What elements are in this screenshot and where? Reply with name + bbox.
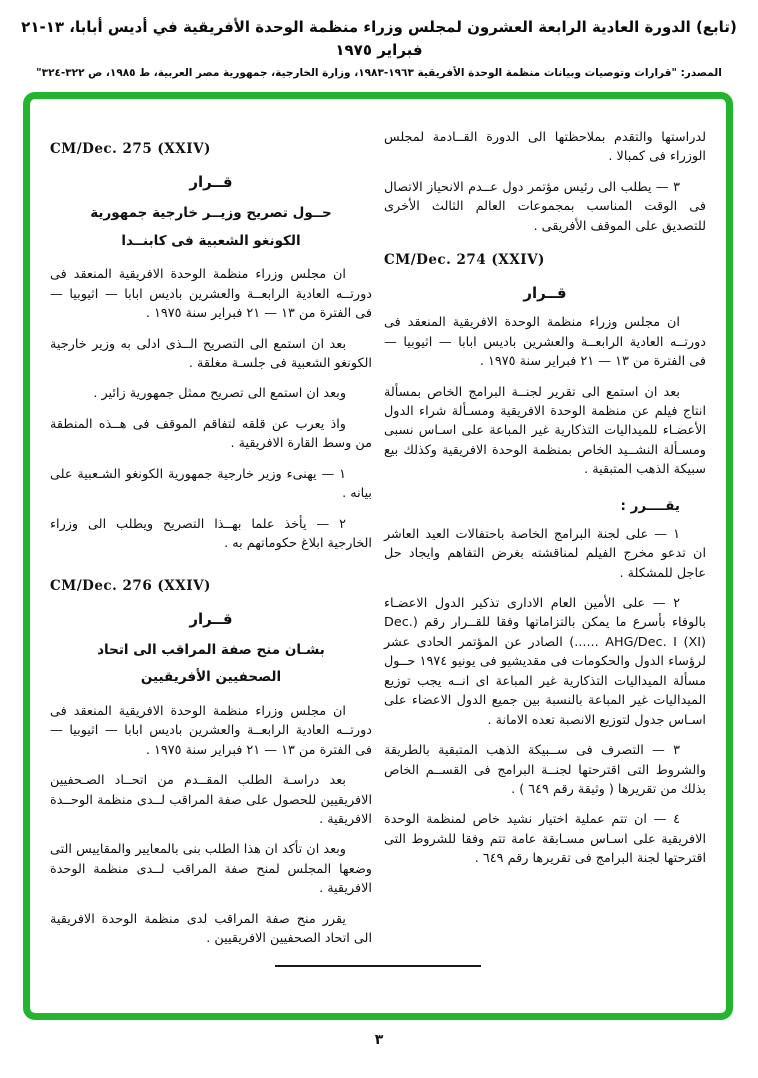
- resolution-274-item-1: ١ — على لجنة البرامج الخاصة باحتفالات العيد العاشر ان تدعو مخرج الفيلم لمناقشته بغرض التفاهم وايجاد حل عاجل للمشكلة .: [384, 526, 706, 581]
- carryover-item-3: ٣ — يطلب الى رئيس مؤتمر دول عــدم الانحياز الاتصال فى الوقت المناسب بمجموعات العالم الثالث الأخرى للتصديق على الموقف الأفريقى .: [384, 179, 706, 234]
- resolution-274-item-3: ٣ — التصرف فى ســبيكة الذهب المتبقية بالطريقة والشروط التى اقترحتها لجنــة البرامج فى القســم الخاص بذلك من تقريرها ( وثيقة رقم ٦٤٩ ) .: [384, 743, 706, 797]
- resolution-276-subtitle-2: الصحفيين الأفريقيين: [140, 669, 282, 686]
- page-header: [0, 0, 758, 79]
- resolution-276-subtitle-1: بشـان منح صفة المراقب الى اتحاد: [97, 641, 325, 658]
- resolution-274-title: قــرار: [523, 284, 567, 303]
- resolution-275-item-2: ٢ — يأخذ علما بهــذا التصريح ويطلب الى وزراء الخارجية ابلاغ حكوماتهم به .: [50, 516, 372, 552]
- end-of-text-divider: [275, 965, 481, 967]
- doc-ref-cm-dec-274: CM/Dec. 274 (XXIV): [384, 252, 545, 269]
- resolution-276-preamble-2: بعد دراسـة الطلب المقــدم من اتحــاد الصـحفيين الافريقيين للحصول على صفة المراقب لــدى منظمة الوحــدة الافريقية .: [50, 773, 372, 827]
- source-note: المصدر: "قرارات وتوصيات وبيانات منظمة الوحدة الأفريقية ١٩٦٣-١٩٨٣، وزارة الخارجية، جمهورية مصر العربية، ط ١٩٨٥، ص ٣٢٢-٣٢٤": [36, 67, 722, 79]
- resolution-275-item-1: ١ — يهنىء وزير خارجية جمهورية الكونغو الشـعبية على بيانه .: [50, 466, 372, 502]
- resolution-276-title: قــرار: [189, 609, 233, 628]
- resolution-276-preamble-1: ان مجلس وزراء منظمة الوحدة الافريقية المنعقد فى دورتــه العادية الرابعــة والعشرين باديس ابابا — اثيوبيا — فى الفترة من ١٣ — ٢١ فبراير سنة ١٩٧٥ .: [50, 703, 372, 758]
- resolution-275-preamble-3: وبعد ان استمع الى تصريح ممثل جمهورية زائير .: [93, 386, 346, 402]
- resolution-276-preamble-3: وبعد ان تأكد ان هذا الطلب بنى بالمعايير والمقاييس التى وضعها المجلس لمنح صفة المراقب لــدى منظمة الوحدة الافريقية .: [50, 842, 372, 897]
- resolution-276-operative: يقرر منح صفة المراقب لدى منظمة الوحدة الافريقية الى اتحاد الصحفيين الافريقيين .: [50, 911, 372, 947]
- resolution-275-subtitle-2: الكونغو الشعبية فى كابنــدا: [121, 232, 301, 249]
- resolution-275-title: قــرار: [189, 173, 233, 191]
- resolution-274-item-2: ٢ — على الأمين العام الادارى تذكير الدول الاعضـاء بالوفاء بأسرع ما يمكن بالتزاماتها وفقا للقــرار رقم (Dec. AHG/Dec. I (XI) ......) الصادر عن المؤتمر الحادى عشر لرؤساء الدول والحكومات فى مقديشيو فى يونيو ١٩٧٤ حــول مسألة الميداليات التذكارية غير المباعة اى انــه يجب توزيع الميداليات غير المباعة بالنسبة بين جميع الدول الاعضاء على اسـاس جدول لتوزيع الانصبة تعده الامانة .: [384, 596, 707, 728]
- left-column: [50, 117, 372, 1013]
- carryover-paragraph: لدراستها والتقدم بملاحظتها الى الدورة القــادمة لمجلس الوزراء فى كمبالا .: [384, 130, 706, 165]
- page-number: ٣: [374, 1032, 384, 1048]
- two-column-layout: [30, 99, 726, 1013]
- resolution-274-preamble-2: بعد ان استمع الى تقرير لجنــة البرامج الخاص بمسألة انتاج فيلم عن منظمة الوحدة الافريقية ومسـألة شراء الدول الأعضـاء للميداليات التذكارية غير المباعة على اسـاس نسبى ومسـألة النشــيد الخاص بمنظمة الوحدة الافريقية وكذلك بيع سبيكة الذهب المتبقية .: [384, 384, 706, 478]
- right-column: [384, 117, 706, 1013]
- resolution-274-preamble-1: ان مجلس وزراء منظمة الوحدة الافريقية المنعقد فى دورتــه العادية الرابعــة والعشرين باديس ابابا — اثيوبيا — فى الفترة من ١٣ — ٢١ فبراير سنة ١٩٧٥ .: [384, 315, 706, 370]
- resolves-label: يقــــرر :: [620, 497, 680, 514]
- doc-ref-cm-dec-275: CM/Dec. 275 (XXIV): [50, 141, 211, 157]
- resolution-275-preamble-2: بعد ان استمع الى التصريح الــذى ادلى به وزير خارجية الكونغو الشعبية فى جلسـة مغلقة .: [50, 336, 372, 372]
- doc-ref-cm-dec-276: CM/Dec. 276 (XXIV): [50, 577, 211, 594]
- resolution-274-item-4: ٤ — ان تتم عملية اختيار نشيد خاص لمنظمة الوحدة الافريقية على اسـاس مسـابقة عامة تتم وفقا للشروط التى اقترحتها لجنة البرامج فى تقريرها رقم ٦٤٩ .: [384, 812, 706, 867]
- green-border-frame: [23, 92, 733, 1020]
- resolution-275-preamble-1: ان مجلس وزراء منظمة الوحدة الافريقية المنعقد فى دورتــه العادية الرابعــة والعشرين باديس ابابا — اثيوبيا — فى الفترة من ١٣ — ٢١ فبراير سنة ١٩٧٥ .: [50, 267, 372, 322]
- resolution-275-preamble-4: واذ يعرب عن قلقه لتفاقم الموقف فى هــذه المنطقة من وسط القارة الافريقية .: [50, 416, 372, 452]
- resolution-275-subtitle-1: حــول تصريح وزيــر خارجية جمهورية: [90, 205, 332, 221]
- session-title: (تابع) الدورة العادية الرابعة العشرون لمجلس وزراء منظمة الوحدة الأفريقية في أديس أبابا، ١٣-٢١ فبراير ١٩٧٥: [21, 18, 737, 59]
